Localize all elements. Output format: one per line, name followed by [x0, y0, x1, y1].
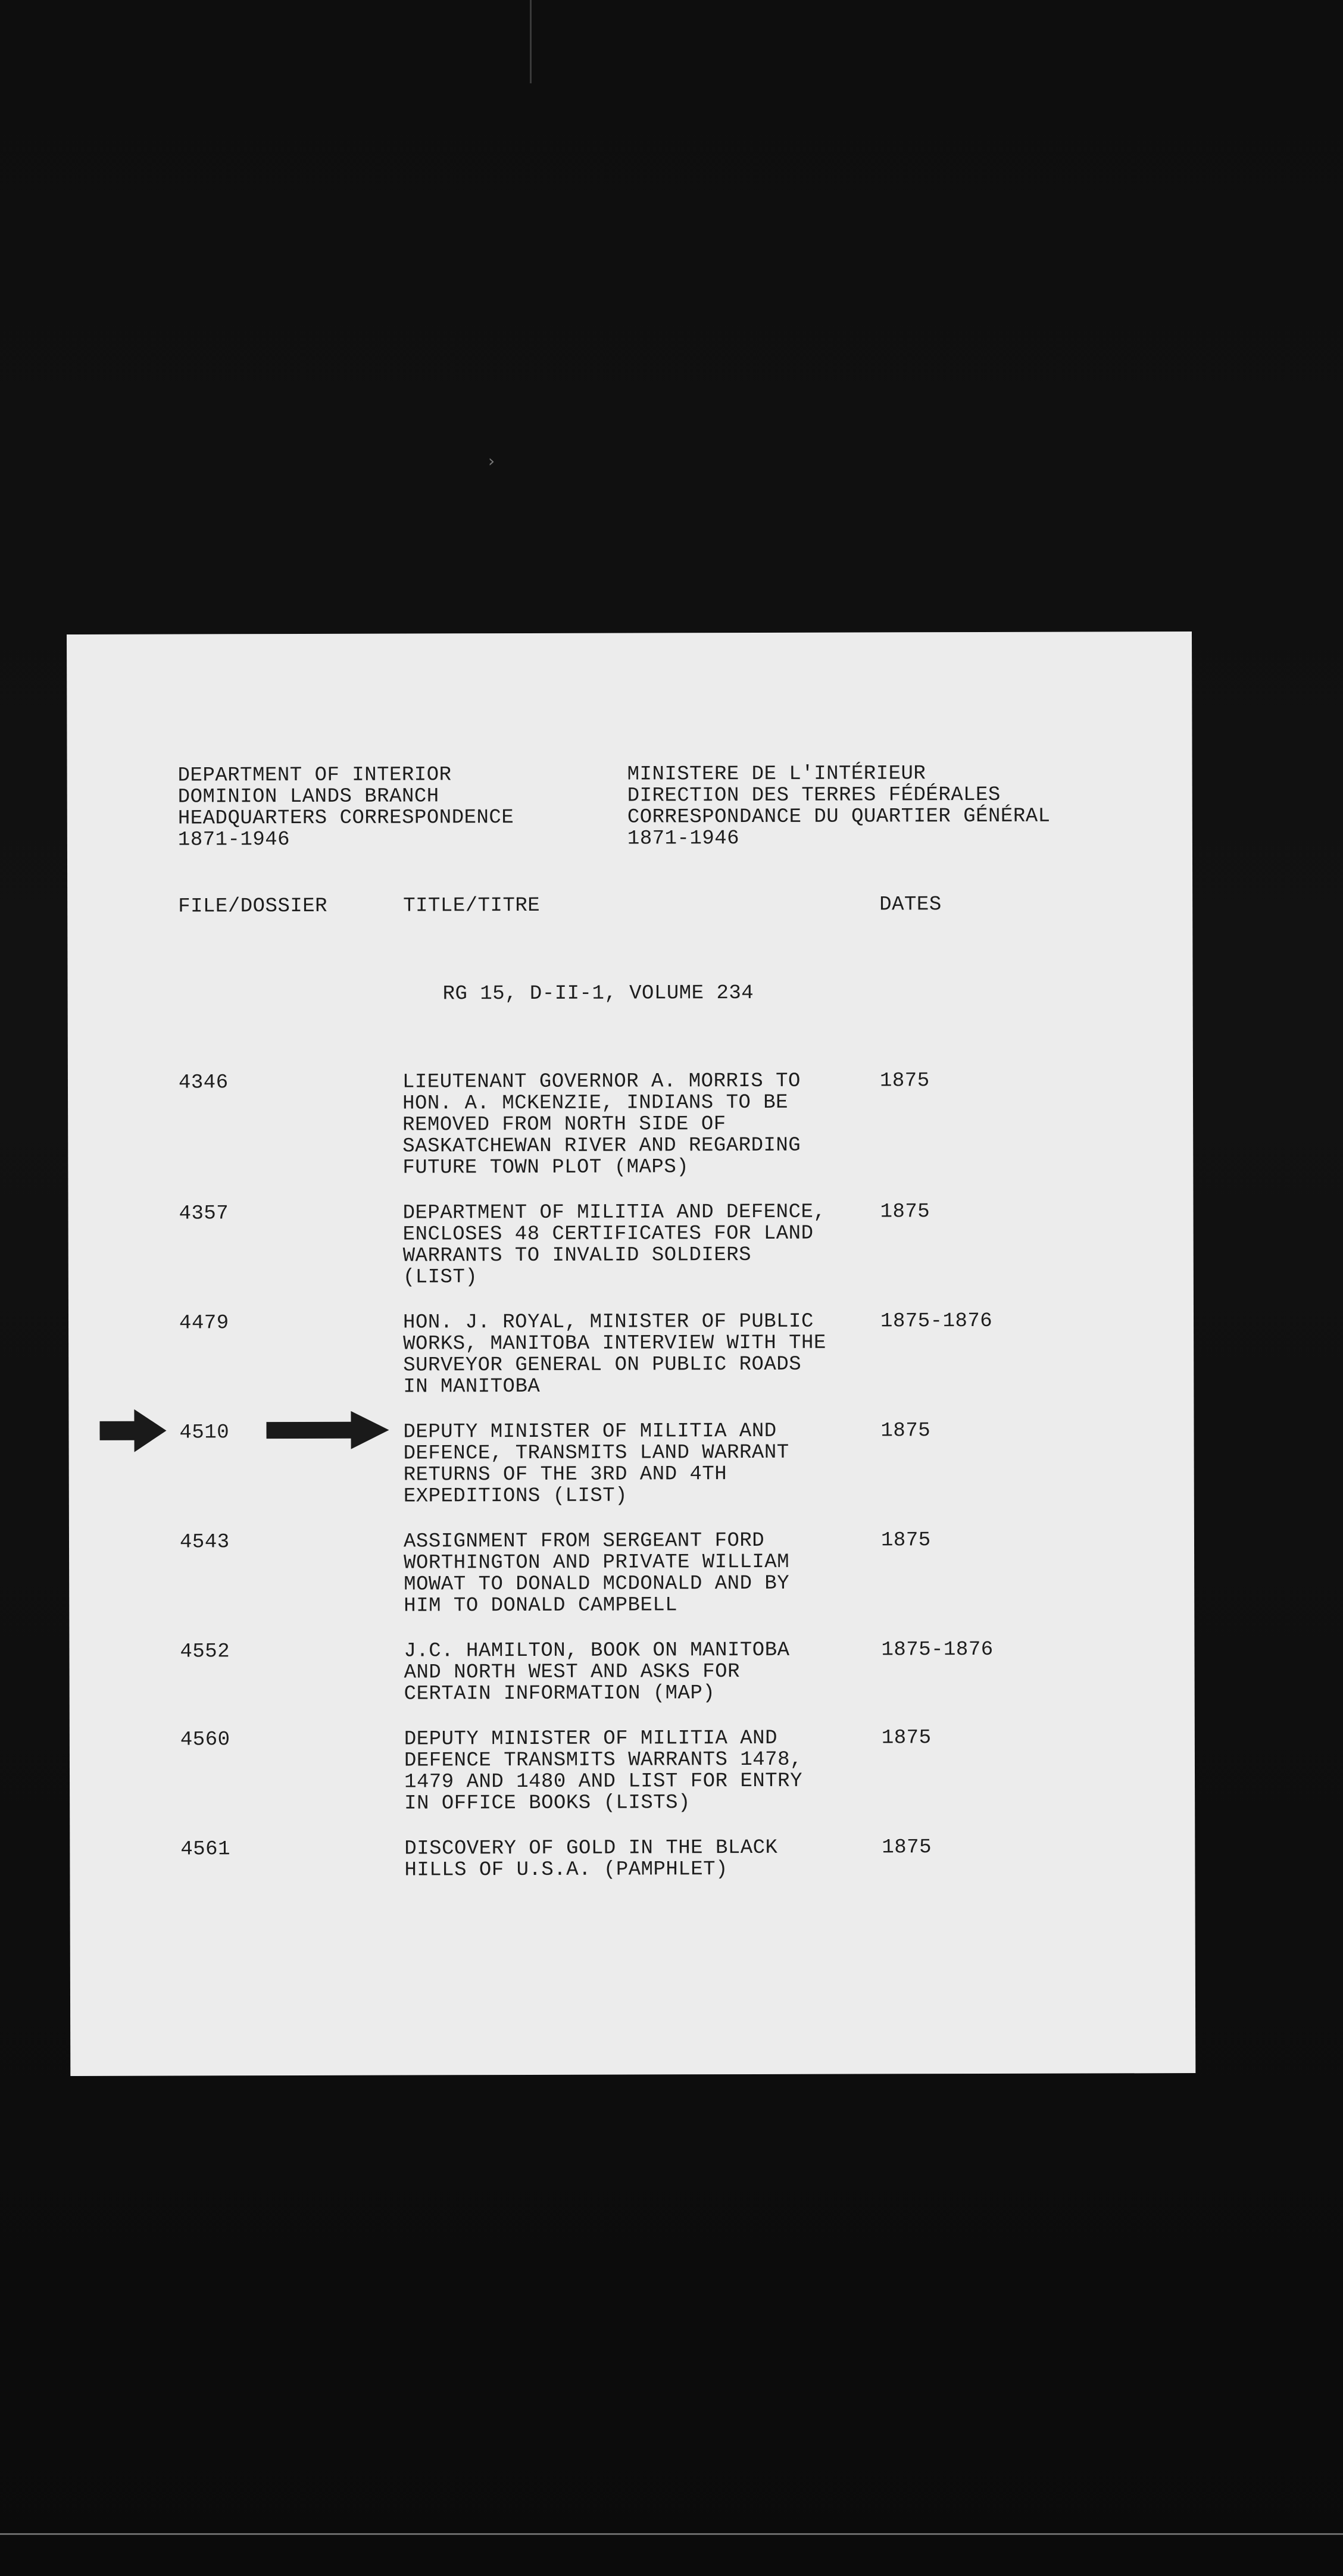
entry-file: 4552 [180, 1640, 230, 1664]
column-header-file: FILE/DOSSIER [178, 895, 328, 918]
header-right-line2: DIRECTION DES TERRES FÉDÉRALES [627, 783, 1001, 808]
entry-dates: 1875 [881, 1727, 932, 1750]
film-scratch [530, 0, 532, 83]
entry-dates: 1875 [882, 1836, 932, 1859]
header-right-line1: MINISTERE DE L'INTÉRIEUR [627, 762, 926, 786]
entry-title: DISCOVERY OF GOLD IN THE BLACK HILLS OF U.S.A. (PAMPHLET) [404, 1836, 778, 1882]
entry-title: HON. J. ROYAL, MINISTER OF PUBLIC WORKS, MANITOBA INTERVIEW WITH THE SURVEYOR GENERAL ON PUBLIC ROADS IN MANITOBA [402, 1310, 826, 1399]
entry-dates: 1875 [880, 1201, 930, 1224]
header-left-line1: DEPARTMENT OF INTERIOR [177, 764, 452, 787]
column-header-title: TITLE/TITRE [403, 894, 541, 918]
film-mark: › [488, 451, 495, 471]
entry-title: ASSIGNMENT FROM SERGEANT FORD WORTHINGTON AND PRIVATE WILLIAM MOWAT TO DONALD MCDONALD AND BY HIM TO DONALD CAMPBELL [403, 1529, 790, 1618]
entry-title: DEPUTY MINISTER OF MILITIA AND DEFENCE, TRANSMITS LAND WARRANT RETURNS OF THE 3RD AND 4TH EXPEDITIONS (LIST) [403, 1420, 789, 1508]
entry-file: 4346 [178, 1071, 229, 1095]
film-edge-line [0, 2533, 1343, 2535]
entry-dates: 1875 [879, 1070, 930, 1093]
entry-dates: 1875 [880, 1420, 931, 1443]
entry-file: 4479 [179, 1312, 229, 1335]
entry-title: DEPARTMENT OF MILITIA AND DEFENCE, ENCLOSES 48 CERTIFICATES FOR LAND WARRANTS TO INVALID SOLDIERS (LIST) [402, 1201, 826, 1289]
entry-file: 4357 [179, 1202, 229, 1226]
arrow-pointer-icon [99, 1409, 166, 1452]
header-right-line3: CORRESPONDANCE DU QUARTIER GÉNÉRAL [627, 805, 1051, 829]
volume-reference: RG 15, D-II-1, VOLUME 234 [442, 981, 754, 1006]
entry-file: 4560 [180, 1728, 230, 1752]
header-left-line3: HEADQUARTERS CORRESPONDENCE [177, 806, 514, 830]
entry-title: LIEUTENANT GOVERNOR A. MORRIS TO HON. A. MCKENZIE, INDIANS TO BE REMOVED FROM NORTH SIDE OF SASKATCHEWAN RIVER AND REGARDING FUTURE TOWN PLOT (MAPS) [402, 1070, 801, 1180]
entry-title: J.C. HAMILTON, BOOK ON MANITOBA AND NORTH WEST AND ASKS FOR CERTAIN INFORMATION (MAP) [404, 1639, 790, 1706]
entry-dates: 1875 [880, 1529, 931, 1552]
entry-dates: 1875-1876 [880, 1309, 993, 1333]
arrow-pointer-icon [266, 1411, 389, 1450]
entry-file: 4561 [180, 1838, 231, 1861]
document-page [67, 632, 1195, 2076]
entry-title: DEPUTY MINISTER OF MILITIA AND DEFENCE TRANSMITS WARRANTS 1478, 1479 AND 1480 AND LIST FOR ENTRY IN OFFICE BOOKS (LISTS) [404, 1727, 803, 1815]
entry-file: 4543 [179, 1531, 230, 1554]
column-header-dates: DATES [879, 893, 942, 917]
header-left-line2: DOMINION LANDS BRANCH [177, 785, 439, 809]
entry-dates: 1875-1876 [881, 1638, 994, 1662]
header-left-line4: 1871-1946 [177, 829, 291, 852]
entry-file: 4510 [179, 1421, 230, 1445]
header-right-line4: 1871-1946 [627, 827, 740, 851]
